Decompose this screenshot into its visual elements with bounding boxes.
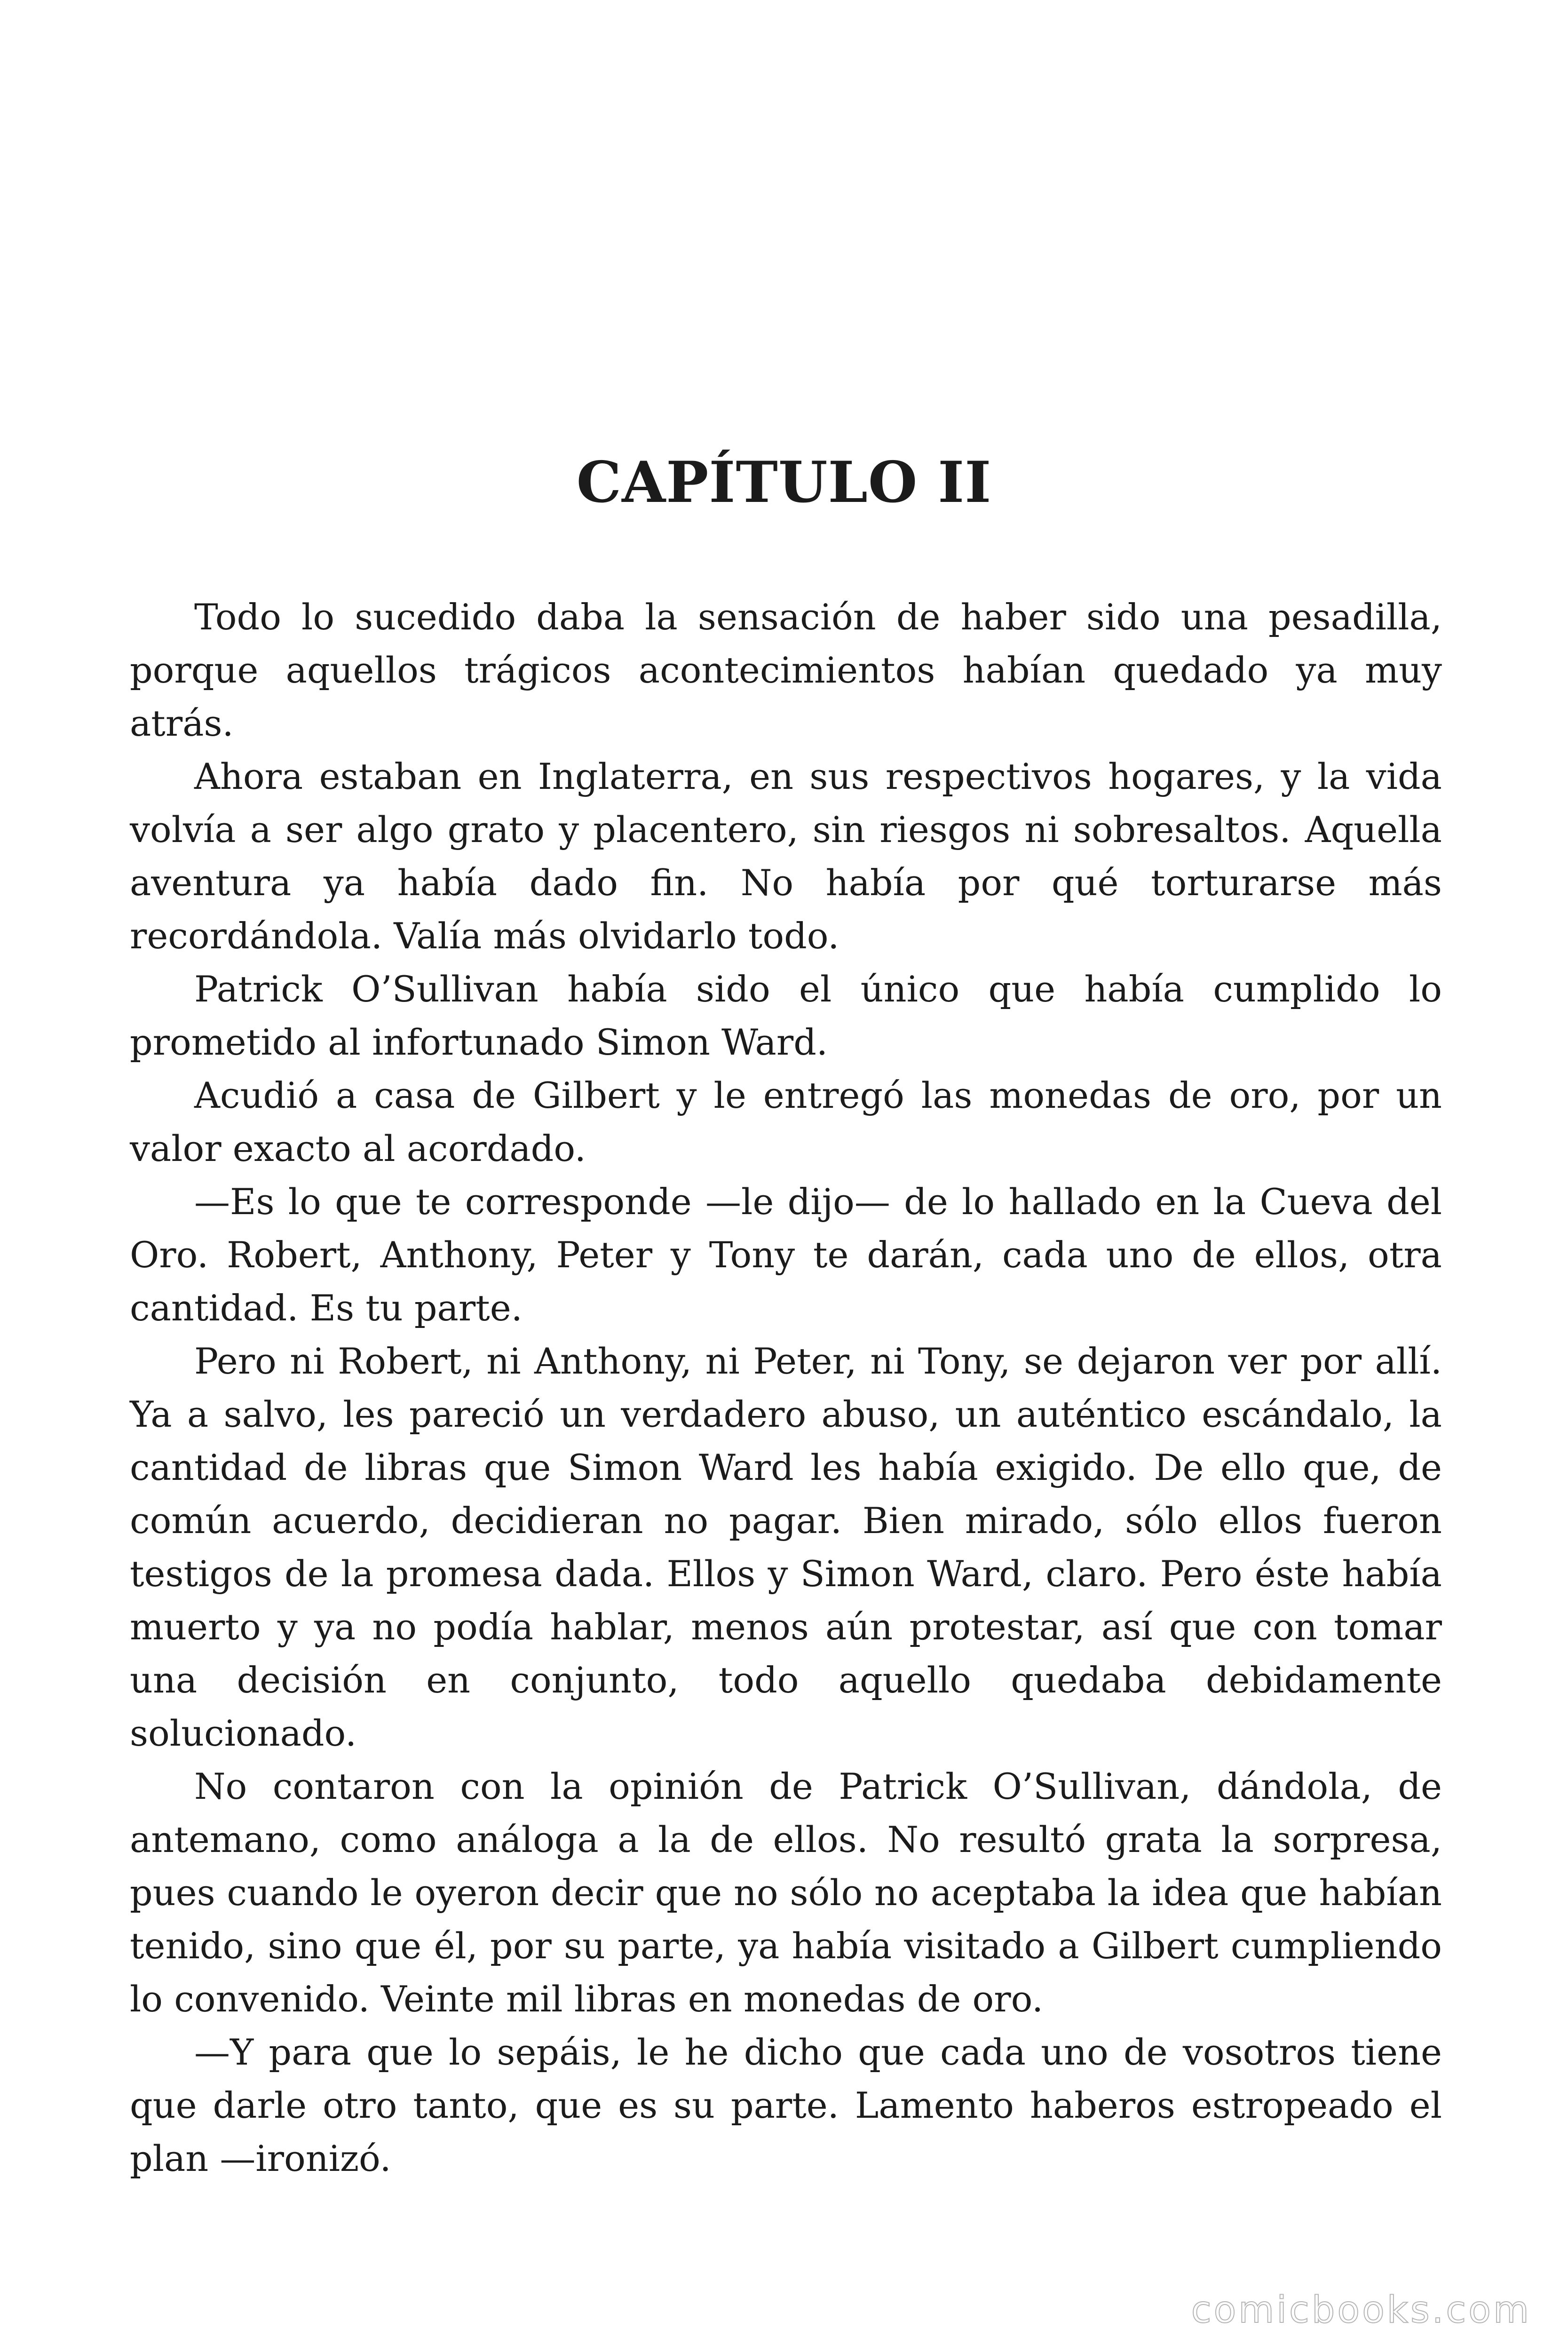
paragraph: Pero ni Robert, ni Anthony, ni Peter, ni Tony, se dejaron ver por allí. Ya a salvo, les pareció un verdadero abuso, un auténtico escándalo, la cantidad de libras que Simon Ward les había exigido. De ello que, de común acuerdo, decidieran no pagar. Bien mirado, sólo ellos fueron testigos de la promesa dada. Ellos y Simon Ward, claro. Pero éste había muerto y ya no podía hablar, menos aún protestar, así que con tomar una decisión en conjunto, todo aquello quedaba debidamente solucionado. [130,1340,1442,1754]
paragraph: —Es lo que te corresponde —le dijo— de lo hallado en la Cueva del Oro. Robert, Anthony, Peter y Tony te darán, cada uno de ellos, otra cantidad. Es tu parte. [130,1181,1442,1329]
chapter-body [130,590,1442,2185]
chapter-title: CAPÍTULO II [576,449,992,516]
paragraph: Patrick O’Sullivan había sido el único que había cumplido lo prometido al infortunado Simon Ward. [130,968,1442,1063]
watermark: comicbooks.com [1191,2289,1531,2331]
paragraph: Ahora estaban en Inglaterra, en sus respectivos hogares, y la vida volvía a ser algo grato y placentero, sin riesgos ni sobresaltos. Aquella aventura ya había dado fin. No había por qué torturarse más recordándola. Valía más olvidarlo todo. [130,755,1442,957]
paragraph: No contaron con la opinión de Patrick O’Sullivan, dándola, de antemano, como análoga a la de ellos. No resultó grata la sorpresa, pues cuando le oyeron decir que no sólo no aceptaba la idea que habían tenido, sino que él, por su parte, ya había visitado a Gilbert cumpliendo lo convenido. Veinte mil libras en monedas de oro. [130,1765,1442,2020]
paragraph: —Y para que lo sepáis, le he dicho que cada uno de vosotros tiene que darle otro tanto, que es su parte. Lamento haberos estropeado el plan —ironizó. [130,2031,1442,2179]
paragraph: Todo lo sucedido daba la sensación de haber sido una pesadilla, porque aquellos trágicos acontecimientos habían quedado ya muy atrás. [130,596,1442,744]
paragraph: Acudió a casa de Gilbert y le entregó las monedas de oro, por un valor exacto al acordado. [130,1074,1442,1169]
